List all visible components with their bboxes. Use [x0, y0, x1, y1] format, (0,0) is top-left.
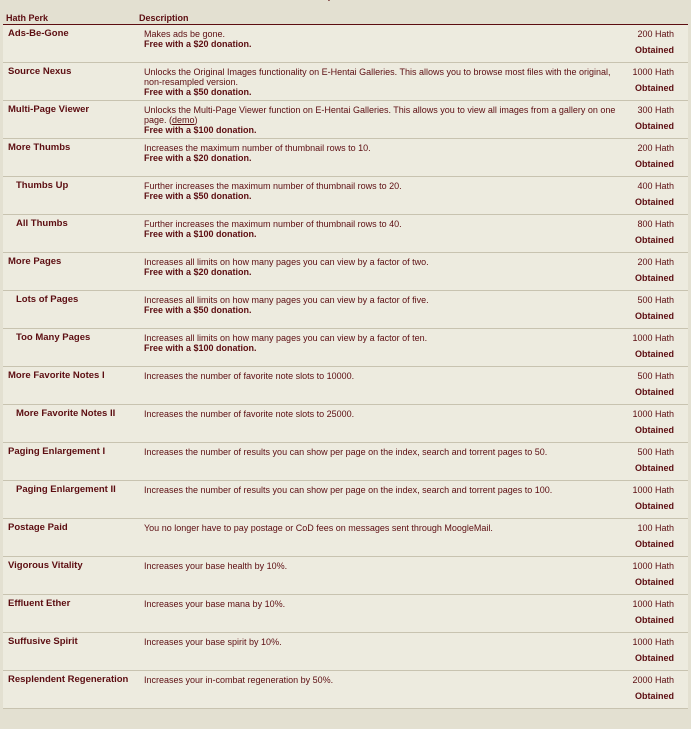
perk-description-text: Increases all limits on how many pages you can view by a factor of two. [144, 257, 429, 267]
perk-name: More Thumbs [3, 139, 136, 177]
table-row [3, 25, 688, 63]
perk-description [136, 215, 623, 253]
perk-description-text: Increases your base spirit by 10%. [144, 637, 282, 647]
table-row [3, 595, 688, 633]
perk-price: 1000 Hath [632, 333, 674, 343]
perk-status: Obtained [634, 691, 674, 701]
perk-status: Obtained [634, 425, 674, 435]
perk-description-text: Increases your in-combat regeneration by 50%. [144, 675, 334, 685]
perk-description [136, 25, 623, 63]
table-row [3, 101, 688, 139]
table-row [3, 443, 688, 481]
perk-status: Obtained [634, 463, 674, 473]
table-row [3, 405, 688, 443]
perk-description [136, 595, 623, 633]
perk-description [136, 139, 623, 177]
table-row [3, 139, 688, 177]
perk-price: 500 Hath [637, 371, 674, 381]
perk-status: Obtained [634, 121, 674, 131]
demo-link[interactable]: demo [172, 115, 195, 125]
perk-donation-note: Free with a $50 donation. [144, 191, 252, 201]
perk-name: Lots of Pages [3, 291, 136, 329]
perk-description [136, 329, 623, 367]
perk-cost [623, 291, 688, 329]
column-header-perk: Hath Perk [3, 11, 136, 25]
hath-perks-table [3, 11, 688, 709]
perk-status: Obtained [634, 45, 674, 55]
perk-status: Obtained [634, 577, 674, 587]
perk-cost [623, 557, 688, 595]
perk-price: 500 Hath [637, 295, 674, 305]
perk-cost [623, 215, 688, 253]
table-row [3, 253, 688, 291]
perk-description [136, 481, 623, 519]
perk-description-text: Increases the number of favorite note slots to 10000. [144, 371, 355, 381]
perk-donation-note: Free with a $20 donation. [144, 267, 252, 277]
perk-description [136, 557, 623, 595]
perk-cost [623, 101, 688, 139]
perk-cost [623, 443, 688, 481]
perk-description [136, 405, 623, 443]
perk-cost [623, 633, 688, 671]
perk-price: 1000 Hath [632, 637, 674, 647]
table-row [3, 291, 688, 329]
perk-description [136, 253, 623, 291]
perk-donation-note: Free with a $20 donation. [144, 153, 252, 163]
perk-cost [623, 329, 688, 367]
perk-name: Ads-Be-Gone [3, 25, 136, 63]
perk-name: Paging Enlargement I [3, 443, 136, 481]
perk-donation-note: Free with a $100 donation. [144, 229, 257, 239]
hath-balance-notice [0, 0, 691, 1]
perk-name: Thumbs Up [3, 177, 136, 215]
perk-price: 1000 Hath [632, 561, 674, 571]
perk-description-text: You no longer have to pay postage or CoD fees on messages sent through MoogleMail. [144, 523, 493, 533]
perk-price: 1000 Hath [632, 409, 674, 419]
perk-name: Paging Enlargement II [3, 481, 136, 519]
perk-status: Obtained [634, 235, 674, 245]
perk-name: Suffusive Spirit [3, 633, 136, 671]
perk-description-text: Further increases the maximum number of thumbnail rows to 20. [144, 181, 402, 191]
perk-cost [623, 367, 688, 405]
perk-cost [623, 595, 688, 633]
perk-price: 1000 Hath [632, 67, 674, 77]
perk-description-text: Increases the number of results you can show per page on the index, search and torrent pages to 100. [144, 485, 553, 495]
perk-description [136, 291, 623, 329]
perk-description-text: Increases all limits on how many pages you can view by a factor of ten. [144, 333, 428, 343]
perk-name: Postage Paid [3, 519, 136, 557]
perk-donation-note: Free with a $100 donation. [144, 125, 257, 135]
perk-description-text: Further increases the maximum number of thumbnail rows to 40. [144, 219, 402, 229]
perk-name: More Favorite Notes I [3, 367, 136, 405]
perk-price: 500 Hath [637, 447, 674, 457]
perk-cost [623, 25, 688, 63]
perk-name: Source Nexus [3, 63, 136, 101]
perk-price: 800 Hath [637, 219, 674, 229]
perk-status: Obtained [634, 387, 674, 397]
perk-status: Obtained [634, 615, 674, 625]
table-row [3, 519, 688, 557]
perk-donation-note: Free with a $100 donation. [144, 343, 257, 353]
perk-cost [623, 519, 688, 557]
perk-price: 1000 Hath [632, 485, 674, 495]
perk-cost [623, 139, 688, 177]
perk-description-text: Increases the maximum number of thumbnail rows to 10. [144, 143, 371, 153]
perk-description-text: Increases your base health by 10%. [144, 561, 288, 571]
perk-description [136, 633, 623, 671]
column-header-cost [623, 11, 688, 25]
perk-description [136, 177, 623, 215]
perk-donation-note: Free with a $50 donation. [144, 87, 252, 97]
perk-description-text: Makes ads be gone. [144, 29, 226, 39]
perk-description-text: Increases your base mana by 10%. [144, 599, 286, 609]
table-row [3, 557, 688, 595]
perk-cost [623, 253, 688, 291]
perk-name: Effluent Ether [3, 595, 136, 633]
table-row [3, 367, 688, 405]
perk-name: More Favorite Notes II [3, 405, 136, 443]
perk-description-text: Increases the number of results you can show per page on the index, search and torrent pages to 50. [144, 447, 548, 457]
perk-price: 400 Hath [637, 181, 674, 191]
perk-name: More Pages [3, 253, 136, 291]
perk-description: Unlocks the Multi-Page Viewer function on E-Hentai Galleries. This allows you to view all images from a gallery on one page. (demo) Free with a $100 donation. [136, 101, 623, 139]
perk-name: All Thumbs [3, 215, 136, 253]
perk-status: Obtained [634, 653, 674, 663]
table-row [3, 671, 688, 709]
perk-status: Obtained [634, 501, 674, 511]
column-header-description: Description [136, 11, 623, 25]
perk-description [136, 63, 623, 101]
perk-price: 300 Hath [637, 105, 674, 115]
table-row [3, 215, 688, 253]
perk-cost [623, 671, 688, 709]
perk-name: Multi-Page Viewer [3, 101, 136, 139]
perk-description-text: Increases all limits on how many pages you can view by a factor of five. [144, 295, 429, 305]
perk-status: Obtained [634, 311, 674, 321]
perk-price: 200 Hath [637, 29, 674, 39]
table-row [3, 329, 688, 367]
table-header-row [3, 11, 688, 25]
table-row [3, 177, 688, 215]
perk-name: Too Many Pages [3, 329, 136, 367]
perk-description-text: Increases the number of favorite note slots to 25000. [144, 409, 355, 419]
perk-cost [623, 63, 688, 101]
perk-description [136, 519, 623, 557]
perk-donation-note: Free with a $50 donation. [144, 305, 252, 315]
perk-description [136, 443, 623, 481]
perk-status: Obtained [634, 83, 674, 93]
perk-price: 2000 Hath [632, 675, 674, 685]
perk-description [136, 367, 623, 405]
perk-price: 200 Hath [637, 257, 674, 267]
perk-status: Obtained [634, 539, 674, 549]
perk-price: 100 Hath [637, 523, 674, 533]
perk-status: Obtained [634, 349, 674, 359]
perk-name: Vigorous Vitality [3, 557, 136, 595]
table-row [3, 633, 688, 671]
perk-donation-note: Free with a $20 donation. [144, 39, 252, 49]
perk-name: Resplendent Regeneration [3, 671, 136, 709]
perk-description-text: Unlocks the Multi-Page Viewer function on E-Hentai Galleries. This allows you to view all images from a gallery on one page. [144, 105, 616, 125]
perk-description [136, 671, 623, 709]
perk-cost [623, 405, 688, 443]
perk-cost [623, 177, 688, 215]
perk-price: 200 Hath [637, 143, 674, 153]
perk-cost [623, 481, 688, 519]
perk-status: Obtained [634, 159, 674, 169]
table-row [3, 481, 688, 519]
perk-status: Obtained [634, 273, 674, 283]
perk-description-text: Unlocks the Original Images functionality on E-Hentai Galleries. This allows you to browse most files with the original, non-resampled version. [144, 67, 611, 87]
table-row [3, 63, 688, 101]
perk-status: Obtained [634, 197, 674, 207]
perk-price: 1000 Hath [632, 599, 674, 609]
